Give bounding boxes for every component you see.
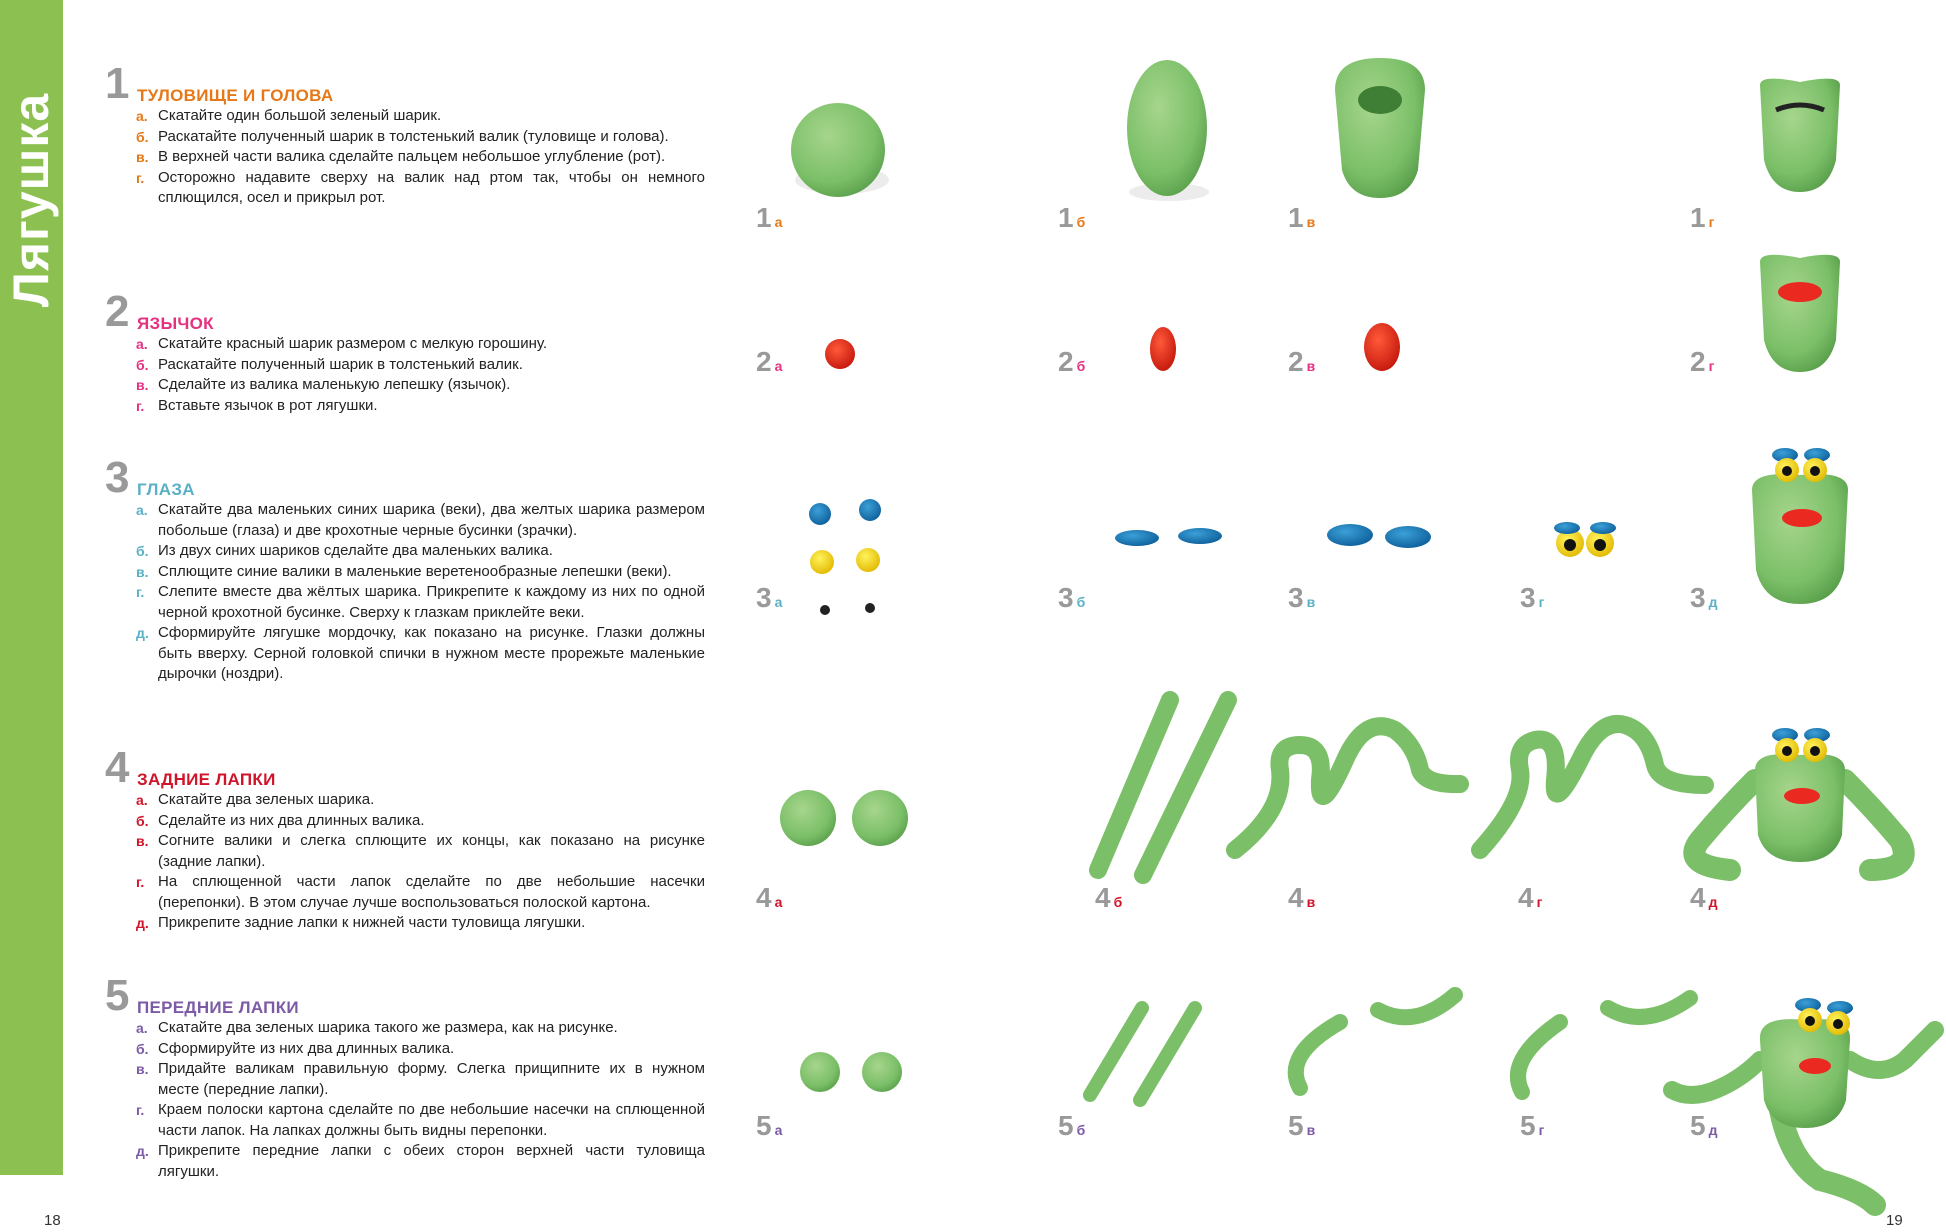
photo-label-number: 3	[1288, 582, 1304, 613]
section-title: ГЛАЗА	[137, 480, 195, 499]
photo-label	[1058, 1112, 1085, 1144]
photo-label	[756, 348, 782, 380]
step-text: Придайте валикам правильную форму. Слегка прищипните их в нужном месте (передние лапки).	[158, 1060, 705, 1098]
photo-label-letter: б	[1076, 594, 1086, 610]
step-letter: г.	[136, 584, 145, 600]
photo-label	[1288, 1112, 1315, 1144]
photo-label	[1520, 1112, 1544, 1144]
step-text: Сплющите синие валики в маленькие веретенообразные лепешки (веки).	[158, 562, 672, 580]
page-number-left: 18	[44, 1212, 61, 1229]
step-letter: б.	[136, 543, 149, 559]
step-text: Сформируйте лягушке мордочку, как показано на рисунке. Глазки должны быть вверху. Серной головкой спички в нужном месте прорежьте маленькие дырочки (ноздри).	[158, 624, 705, 682]
section-title: ПЕРЕДНИЕ ЛАПКИ	[137, 998, 299, 1017]
photo-label-letter: в	[1306, 1122, 1316, 1138]
step-text: Слепите вместе два жёлтых шарика. Прикрепите к каждому из них по одной черной крохотной бусинке. Сверху к глазкам приклейте веки.	[158, 583, 705, 621]
step-letter: г.	[136, 874, 145, 890]
photo-label	[756, 884, 782, 916]
photo-label-letter: г	[1708, 358, 1715, 374]
photo-label-letter: б	[1076, 1122, 1086, 1138]
photo-label-letter: в	[1306, 358, 1316, 374]
section-number: 1	[105, 59, 130, 108]
photo-label-letter: а	[774, 214, 783, 230]
step-letter: в.	[136, 149, 149, 165]
step-letter: а.	[136, 108, 148, 124]
photo-label-number: 2	[756, 346, 772, 377]
photo-label-letter: г	[1538, 1122, 1545, 1138]
section-number: 2	[105, 287, 130, 336]
section-title: ТУЛОВИЩЕ И ГОЛОВА	[137, 86, 334, 105]
photo-label-letter: д	[1708, 894, 1718, 910]
photo-1d-frog-head	[1760, 79, 1840, 192]
photo-5b-short-rolls	[1090, 1008, 1195, 1100]
photo-label-letter: а	[774, 894, 783, 910]
step-letter: в.	[136, 377, 149, 393]
photo-label-number: 5	[1058, 1110, 1074, 1141]
photo-label-letter: д	[1708, 1122, 1718, 1138]
photo-label-number: 5	[756, 1110, 772, 1141]
step-letter: а.	[136, 792, 148, 808]
photo-label-number: 1	[1690, 202, 1706, 233]
step-letter: д.	[136, 915, 149, 931]
photo-label-number: 3	[1520, 582, 1536, 613]
photo-label-letter: в	[1306, 894, 1316, 910]
photo-label-letter: г	[1538, 594, 1545, 610]
photo-2a-red-ball	[825, 339, 855, 369]
section-number: 3	[105, 453, 130, 502]
step-letter: г.	[136, 169, 145, 186]
photo-1b-green-roll	[1127, 60, 1209, 201]
photo-label	[756, 1112, 782, 1144]
photo-3d-eyes	[1554, 522, 1616, 557]
step-text: Краем полоски картона сделайте по две небольшие насечки на сплющенной части лапок. На лапках должны быть видны перепонки.	[158, 1101, 705, 1139]
photo-label-letter: в	[1306, 214, 1316, 230]
step-text: Скатайте два маленьких синих шарика (веки), два желтых шарика размером побольше (глаза) и две крохотные черные бусинки (зрачки).	[158, 501, 705, 539]
photo-label	[1690, 204, 1714, 236]
photo-4a-green-balls	[780, 790, 908, 846]
step-letter: в.	[136, 833, 149, 849]
step-letter: в.	[136, 563, 149, 580]
page-number-right: 19	[1886, 1212, 1903, 1229]
photo-label-letter: б	[1076, 358, 1086, 374]
photo-label	[1520, 584, 1544, 616]
step-text: Из двух синих шариков сделайте два маленьких валика.	[158, 542, 553, 559]
photo-label-number: 4	[756, 882, 772, 913]
step-text: Осторожно надавите сверху на валик над ртом так, чтобы он немного сплющился, осел и прикрыл рот.	[158, 168, 705, 206]
step-letter: а.	[136, 502, 148, 518]
step-letter: г.	[136, 397, 145, 414]
photo-label	[756, 204, 782, 236]
step-text: Прикрепите передние лапки с обеих сторон верхней части туловища лягушки.	[158, 1142, 705, 1180]
photo-label	[1690, 584, 1717, 616]
step-text: Раскатайте полученный шарик в толстенький валик.	[158, 355, 523, 373]
step-letter: а.	[136, 1020, 148, 1036]
step-text: Сформируйте из них два длинных валика.	[158, 1039, 455, 1057]
photo-label-letter: б	[1113, 894, 1123, 910]
photo-label-letter: а	[774, 358, 783, 374]
photo-5d-webbed-arms	[1518, 998, 1690, 1092]
photo-label-letter: г	[1536, 894, 1543, 910]
step-letter: в.	[136, 1061, 149, 1077]
photo-label	[1690, 348, 1714, 380]
photo-2c-red-flat	[1364, 323, 1400, 371]
section-number: 4	[105, 743, 130, 792]
photo-label-number: 3	[1058, 582, 1074, 613]
step-letter: а.	[136, 336, 148, 352]
photo-2d-frog-with-tongue	[1760, 255, 1840, 372]
photo-3e-frog-face	[1752, 448, 1848, 604]
step-letter: д.	[136, 1143, 149, 1159]
photo-4c-bent-rolls	[1235, 726, 1460, 850]
photo-label	[1288, 348, 1315, 380]
section-title: ЗАДНИЕ ЛАПКИ	[137, 770, 276, 789]
photo-3c-blue-lids	[1327, 524, 1431, 548]
photo-label-letter: а	[774, 594, 783, 610]
photo-label	[1518, 884, 1542, 916]
photo-label	[1288, 884, 1315, 916]
photo-label-number: 4	[1690, 882, 1706, 913]
step-text: Прикрепите задние лапки к нижней части туловища лягушки.	[158, 914, 586, 931]
photo-label-number: 2	[1690, 346, 1706, 377]
photo-label-number: 3	[1690, 582, 1706, 613]
photo-label	[1058, 348, 1085, 380]
photo-label-number: 5	[1520, 1110, 1536, 1141]
photo-label	[1288, 204, 1315, 236]
step-letter: б.	[136, 812, 149, 829]
page-title: Лягушка	[3, 92, 59, 308]
photo-label	[1690, 884, 1717, 916]
photo-3a-small-balls	[809, 499, 881, 615]
photo-4b-long-rolls	[1098, 700, 1228, 875]
photo-1c-roll-with-dent	[1335, 58, 1425, 198]
photo-label-number: 5	[1288, 1110, 1304, 1141]
photo-label-letter: г	[1708, 214, 1715, 230]
step-text: Скатайте один большой зеленый шарик.	[158, 107, 442, 124]
photo-label-number: 4	[1288, 882, 1304, 913]
step-text: Сделайте из валика маленькую лепешку (язычок).	[158, 376, 511, 393]
step-text: Скатайте два зеленых шарика.	[158, 791, 375, 808]
step-text: Вставьте язычок в рот лягушки.	[158, 396, 378, 414]
photo-label	[1288, 584, 1315, 616]
photo-label	[1058, 204, 1085, 236]
photo-label-letter: в	[1306, 594, 1316, 610]
photo-label	[1058, 584, 1085, 616]
step-letter: б.	[136, 128, 149, 145]
photo-1a-green-ball	[791, 103, 889, 197]
photo-label-letter: д	[1708, 594, 1718, 610]
photo-3b-blue-rolls	[1115, 528, 1222, 546]
step-text: На сплющенной части лапок сделайте по две небольшие насечки (перепонки). В этом случае лучше воспользоваться полоской картона.	[158, 873, 705, 911]
step-letter: д.	[136, 625, 149, 641]
photo-label	[756, 584, 782, 616]
photo-label	[1690, 1112, 1717, 1144]
step-text: В верхней части валика сделайте пальцем небольшое углубление (рот).	[158, 148, 666, 165]
photo-label-number: 4	[1518, 882, 1534, 913]
photo-5e-frog-complete	[1672, 998, 1935, 1205]
photo-4d-webbed-legs	[1480, 724, 1705, 850]
photo-5a-small-green-balls	[800, 1052, 902, 1092]
photo-label-number: 5	[1690, 1110, 1706, 1141]
photo-label	[1095, 884, 1122, 916]
photo-4e-frog-sitting	[1694, 728, 1903, 870]
step-text: Сделайте из них два длинных валика.	[158, 811, 425, 829]
step-letter: б.	[136, 356, 149, 373]
photo-label-letter: а	[774, 1122, 783, 1138]
step-text: Согните валики и слегка сплющите их концы, как показано на рисунке (задние лапки).	[158, 832, 705, 870]
photo-label-number: 2	[1058, 346, 1074, 377]
photo-2b-red-roll	[1150, 327, 1176, 371]
step-letter: б.	[136, 1040, 149, 1057]
section-title: ЯЗЫЧОК	[137, 314, 214, 333]
photo-label-letter: б	[1076, 214, 1086, 230]
photo-label-number: 4	[1095, 882, 1111, 913]
step-text: Раскатайте полученный шарик в толстенький валик (туловище и голова).	[158, 127, 669, 145]
photo-label-number: 1	[756, 202, 772, 233]
photo-label-number: 3	[756, 582, 772, 613]
photo-label-number: 2	[1288, 346, 1304, 377]
step-text: Скатайте два зеленых шарика такого же размера, как на рисунке.	[158, 1019, 618, 1036]
photo-label-number: 1	[1288, 202, 1304, 233]
photo-label-number: 1	[1058, 202, 1074, 233]
photo-5c-shaped-arms	[1296, 995, 1455, 1088]
step-letter: г.	[136, 1102, 145, 1118]
step-text: Скатайте красный шарик размером с мелкую горошину.	[158, 335, 548, 352]
section-number: 5	[105, 971, 130, 1020]
